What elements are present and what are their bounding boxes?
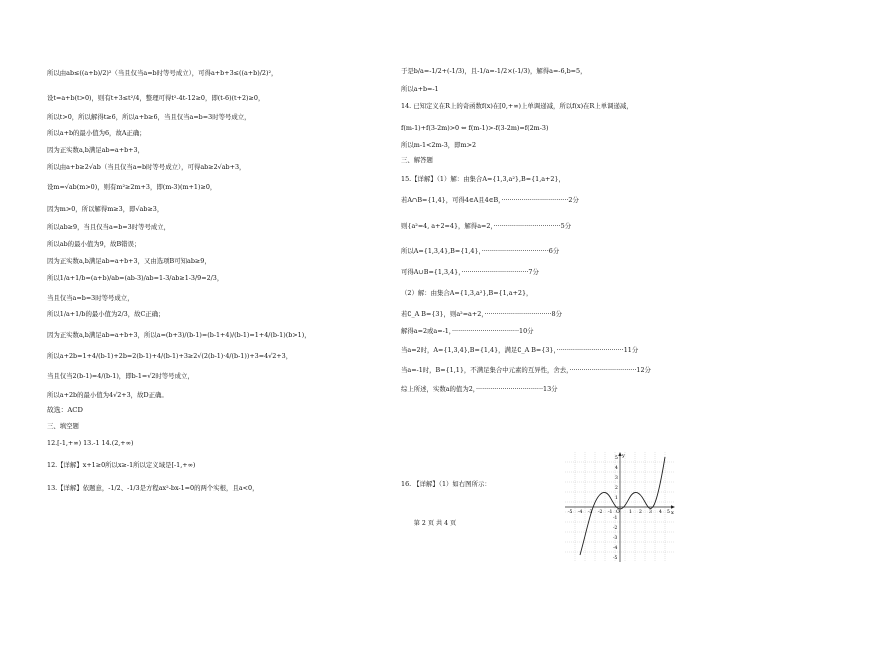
line-right-11: 可得A∪B={1,3,4}，·································7分 [401, 268, 539, 276]
line-left-3: 所以t>0，所以解得t≥6，所以a+b≥6，当且仅当a=b=3时等号成立， [47, 113, 251, 121]
line-right-13: 若∁_A B={3}，则a²=a+2，·································8分 [401, 310, 562, 318]
y-tick: 2 [615, 486, 618, 491]
line-right-9: 则{a²=4, a+2=4}，解得a=2，·································5分 [401, 222, 572, 230]
y-tick: 4 [615, 466, 618, 471]
y-tick: -5 [613, 556, 618, 561]
y-tick: -4 [613, 546, 618, 551]
line-right-4: f(m-1)+f(3-2m)>0 ⇔ f(m-1)>-f(3-2m)=f(2m-3) [401, 124, 549, 132]
line-right-1: 于是b/a=-1/2+(-1/3)，且-1/a=-1/2×(-1/3)，解得a=-6,b=5， [401, 67, 587, 75]
line-left-10: 所以ab的最小值为9，故B错误； [47, 240, 141, 248]
y-tick: 1 [615, 496, 618, 501]
page-number-footer: 第 2 页 共 4 页 [413, 520, 457, 527]
line-left-4: 所以a+b的最小值为6，故A正确； [47, 129, 146, 137]
line-right-15: 当a=2时，A={1,3,4},B={1,4}，满足∁_A B={3}，·································11分 [401, 346, 639, 354]
function-curve [580, 457, 665, 555]
y-tick: -3 [613, 536, 618, 541]
line-left-19: 故选：ACD [47, 406, 83, 414]
x-tick: -4 [578, 510, 583, 515]
x-tick: 2 [639, 510, 642, 515]
line-right-18: 16. 【详解】（1）如右图所示： [401, 480, 491, 488]
y-tick: 5 [615, 456, 618, 461]
line-left-23: 13.【详解】依题意，-1/2、-1/3是方程ax²-bx-1=0的两个实根，且a<0， [47, 484, 259, 492]
line-right-12: （2）解：由集合A={1,3,a²},B={1,a+2}， [401, 289, 533, 297]
line-right-2: 所以a+b=-1 [401, 85, 439, 93]
line-left-2: 设t=a+b(t>0)，则有t+3≤t²/4，整理可得t²-4t-12≥0，即(t-6)(t+2)≥0， [47, 94, 265, 102]
x-tick: -5 [568, 510, 573, 515]
line-right-5: 所以m-1<2m-3，即m>2 [401, 141, 477, 149]
line-left-6: 所以由a+b≥2√ab（当且仅当a=b时等号成立），可得ab≥2√ab+3， [47, 163, 246, 171]
line-left-9: 所以ab≥9，当且仅当a=b=3时等号成立， [47, 223, 171, 231]
line-left-11: 因为正实数a,b满足ab=a+b+3，又由选项B可知ab≥9， [47, 257, 211, 265]
function-graph [565, 452, 675, 562]
line-right-10: 所以A={1,3,4},B={1,4}，·································6分 [401, 247, 560, 255]
line-right-17: 综上所述，实数a的值为2，·································13分 [401, 385, 558, 393]
x-tick: 5 [667, 510, 670, 515]
line-left-12: 所以1/a+1/b=(a+b)/ab=(ab-3)/ab=1-3/ab≥1-3/9=2/3， [47, 274, 224, 282]
line-right-7: 15.【详解】（1）解：由集合A={1,3,a²},B={1,a+2}， [401, 175, 565, 183]
line-left-20: 三、填空题 [47, 422, 79, 430]
line-right-8: 若A∩B={1,4}，可得4∈A且4∈B，·································2分 [401, 196, 579, 204]
line-left-5: 因为正实数a,b满足ab=a+b+3， [47, 146, 144, 154]
line-right-14: 解得a=2或a=-1，·································10分 [401, 327, 534, 335]
origin-label: O [616, 510, 620, 515]
line-left-22: 12.【详解】x+1≥0所以x≥-1所以定义域是[-1,+∞) [47, 461, 196, 469]
y-tick: -1 [613, 516, 618, 521]
y-axis-label: y [622, 453, 625, 459]
line-left-7: 设m=√ab(m>0)，则有m²≥2m+3，即(m-3)(m+1)≥0， [47, 183, 217, 191]
x-tick: 4 [659, 510, 662, 515]
y-tick: -2 [613, 526, 618, 531]
x-tick: 3 [649, 510, 652, 515]
x-tick: -3 [588, 510, 593, 515]
line-right-3: 14. 已知定义在R上的奇函数f(x)在[0,+∞)上单调递减，所以f(x)在R上单调递减， [401, 102, 633, 110]
x-tick: -2 [598, 510, 603, 515]
x-tick: -1 [608, 510, 613, 515]
line-left-8: 因为m>0，所以解得m≥3，即√ab≥3， [47, 205, 164, 213]
line-left-15: 因为正实数a,b满足ab=a+b+3，所以a=(b+3)/(b-1)=(b-1+4)/(b-1)=1+4/(b-1)(b>1)， [47, 331, 311, 339]
y-tick: 3 [615, 476, 618, 481]
line-left-16: 所以a+2b=1+4/(b-1)+2b=2(b-1)+4/(b-1)+3≥2√(2(b-1)·4/(b-1))+3=4√2+3， [47, 352, 293, 360]
line-left-17: 当且仅当2(b-1)=4/(b-1)，即b-1=√2时等号成立， [47, 372, 194, 380]
x-axis-arrow-icon [671, 505, 675, 508]
line-left-21: 12.[-1,+∞) 13.-1 14.(2,+∞) [47, 439, 134, 447]
x-tick: 1 [629, 510, 632, 515]
x-axis-label: x [671, 510, 674, 516]
line-left-13: 当且仅当a=b=3时等号成立， [47, 294, 134, 302]
line-right-16: 当a=-1时，B={1,1}，不满足集合中元素的互异性，舍去，·································12分 [401, 366, 651, 374]
line-left-18: 所以a+2b的最小值为4√2+3，故D正确。 [47, 391, 168, 399]
line-left-1: 所以由ab≤((a+b)/2)²（当且仅当a=b时等号成立），可得a+b+3≤((a+b)/2)²， [47, 69, 278, 77]
line-right-6: 三、解答题 [401, 156, 433, 164]
line-left-14: 所以1/a+1/b的最小值为2/3，故C正确； [47, 310, 165, 318]
